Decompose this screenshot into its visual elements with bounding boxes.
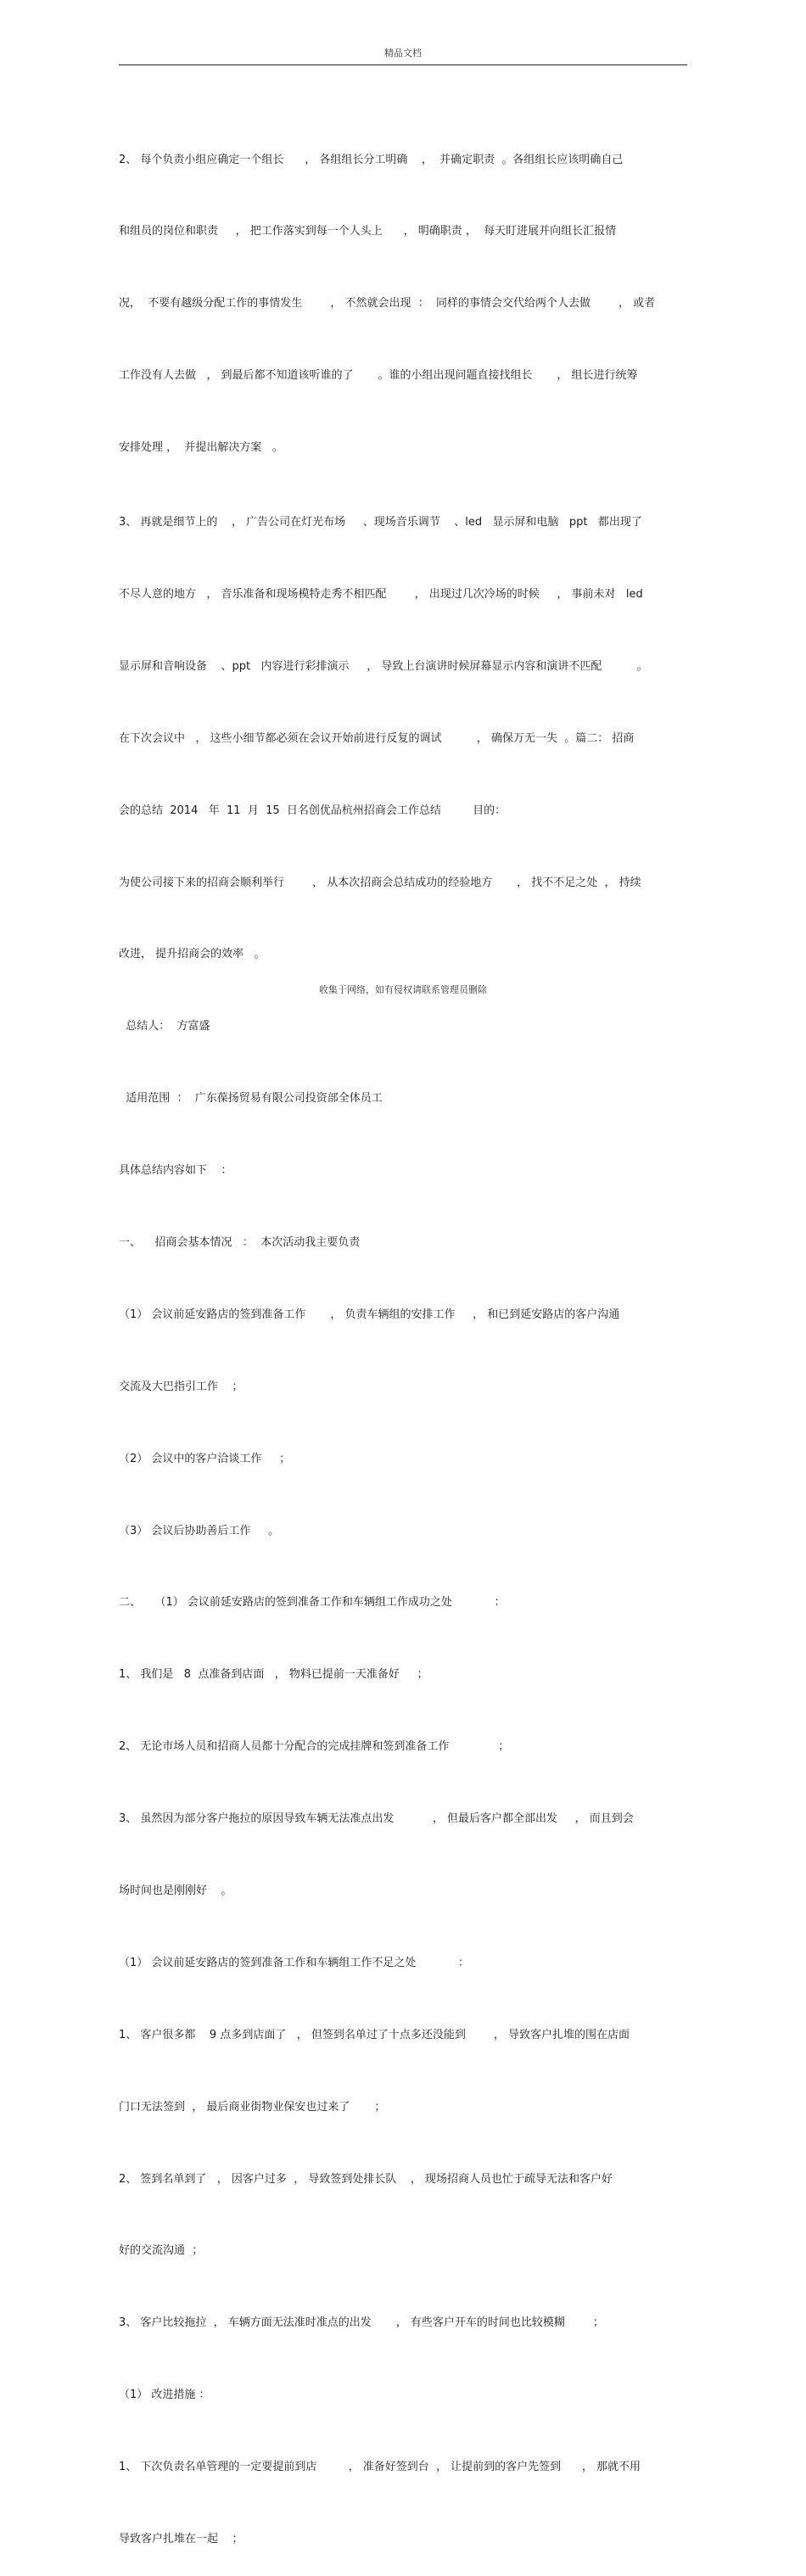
footer-text: 收集于网络，如有侵权请联系管理员删除: [319, 984, 487, 995]
text-line: 和组员的岗位和职责 ， 把工作落实到每一个人头上 ， 明确职责 ， 每天盯进展并向组长汇报情: [119, 225, 617, 238]
text-line: 二、 （1） 会议前延安路店的签到准备工作和车辆组工作成功之处 ：: [119, 1596, 506, 1610]
text-line: 3、 再就是细节上的 ， 广告公司在灯光布场 、现场音乐调节 、led 显示屏和电脑 ppt 都出现了: [119, 516, 642, 529]
text-line: 好的交流沟通 ；: [119, 2244, 204, 2258]
text-line: （1） 会议前延安路店的签到准备工作和车辆组工作不足之处 ：: [119, 1956, 469, 1969]
text-line: 显示屏和音响设备 、ppt 内容进行彩排演示 ， 导致上台演讲时候屏幕显示内容和演讲不匹配 。: [119, 659, 648, 673]
text-line: 2、 每个负责小组应确定一个组长 ， 各组组长分工明确 ， 并确定职责 。各组组长应该明确自己: [119, 153, 624, 166]
text-line: 总结人： 方富盛: [119, 1020, 210, 1033]
text-line: 一、 招商会基本情况 ： 本次活动我主要负责: [119, 1235, 361, 1249]
text-line: 交流及大巴指引工作 ；: [119, 1380, 243, 1393]
text-line: 1、 我们是 8 点准备到店面 ， 物料已提前一天准备好 ；: [119, 1668, 428, 1682]
text-line: （1） 会议前延安路店的签到准备工作 ， 负责车辆组的安排工作 ， 和已到延安路店的客户沟通: [119, 1308, 620, 1321]
text-line: 为使公司接下来的招商会顺利举行 ， 从本次招商会总结成功的经验地方 ， 找不不足之处 ， 持续: [119, 876, 641, 889]
text-line: 会的总结 2014 年 11 月 15 日名创优品杭州招商会工作总结 目的：: [119, 804, 507, 817]
text-line: 3、 客户比较拖拉 ， 车辆方面无法准时准点的出发 ， 有些客户开车的时间也比较模糊 ；: [119, 2316, 604, 2330]
text-line: 安排处理 ， 并提出解决方案 。: [119, 441, 283, 455]
text-line: 在下次会议中 ， 这些小细节都必须在会议开始前进行反复的调试 ， 确保万无一失 。篇二： 招商: [119, 731, 635, 745]
text-line: 导致客户扎堆在一起 ；: [119, 2532, 243, 2545]
text-line: 3、 虽然因为部分客户拖拉的原因导致车辆无法准点出发 ， 但最后客户都全部出发 ， 而且到会: [119, 1812, 634, 1826]
text-line: 适用范围 ： 广东葆扬贸易有限公司投资部全体员工: [119, 1092, 383, 1106]
text-line: 改进， 提升招商会的效率 。: [119, 948, 266, 961]
text-line: 工作没有人去做 ， 到最后都不知道该听谁的了 。谁的小组出现问题直接找组长 ， 组长进行统筹: [119, 369, 638, 383]
text-line: 具体总结内容如下 ：: [119, 1164, 232, 1178]
text-line: （1） 改进措施 ：: [119, 2388, 210, 2402]
text-line: 2、 无论市场人员和招商人员都十分配合的完成挂牌和签到准备工作 ；: [119, 1740, 510, 1754]
text-line: 不尽人意的地方 ， 音乐准备和现场模特走秀不相匹配 ， 出现过几次冷场的时候 ， 事前未对 led: [119, 587, 643, 601]
text-line: （2） 会议中的客户洽谈工作 ；: [119, 1452, 291, 1465]
text-line: 场时间也是刚刚好 。: [119, 1884, 232, 1897]
page-header: [119, 44, 687, 65]
header-title: 精品文档: [384, 48, 422, 59]
document-body: [119, 100, 687, 2576]
text-line: 1、 下次负责名单管理的一定要提前到店 ， 准备好签到台 ， 让提前到的客户先签到 ， 那就不用: [119, 2461, 641, 2474]
page-footer: [0, 983, 806, 996]
text-line: 2、 签到名单到了 ， 因客户过多 ， 导致签到处排长队 ， 现场招商人员也忙于疏导无法和客户好: [119, 2172, 613, 2186]
text-line: 况， 不要有越级分配工作的事情发生 ， 不然就会出现 ： 同样的事情会交代给两个人去做 ， 或者: [119, 297, 656, 311]
text-line: （3） 会议后协助善后工作 。: [119, 1524, 280, 1537]
text-line: 门口无法签到 ， 最后商业街物业保安也过来了 ；: [119, 2100, 386, 2114]
text-line: 1、 客户很多都 9 点多到店面了 ， 但签到名单过了十点多还没能到 ， 导致客户扎堆的围在店面: [119, 2028, 630, 2041]
